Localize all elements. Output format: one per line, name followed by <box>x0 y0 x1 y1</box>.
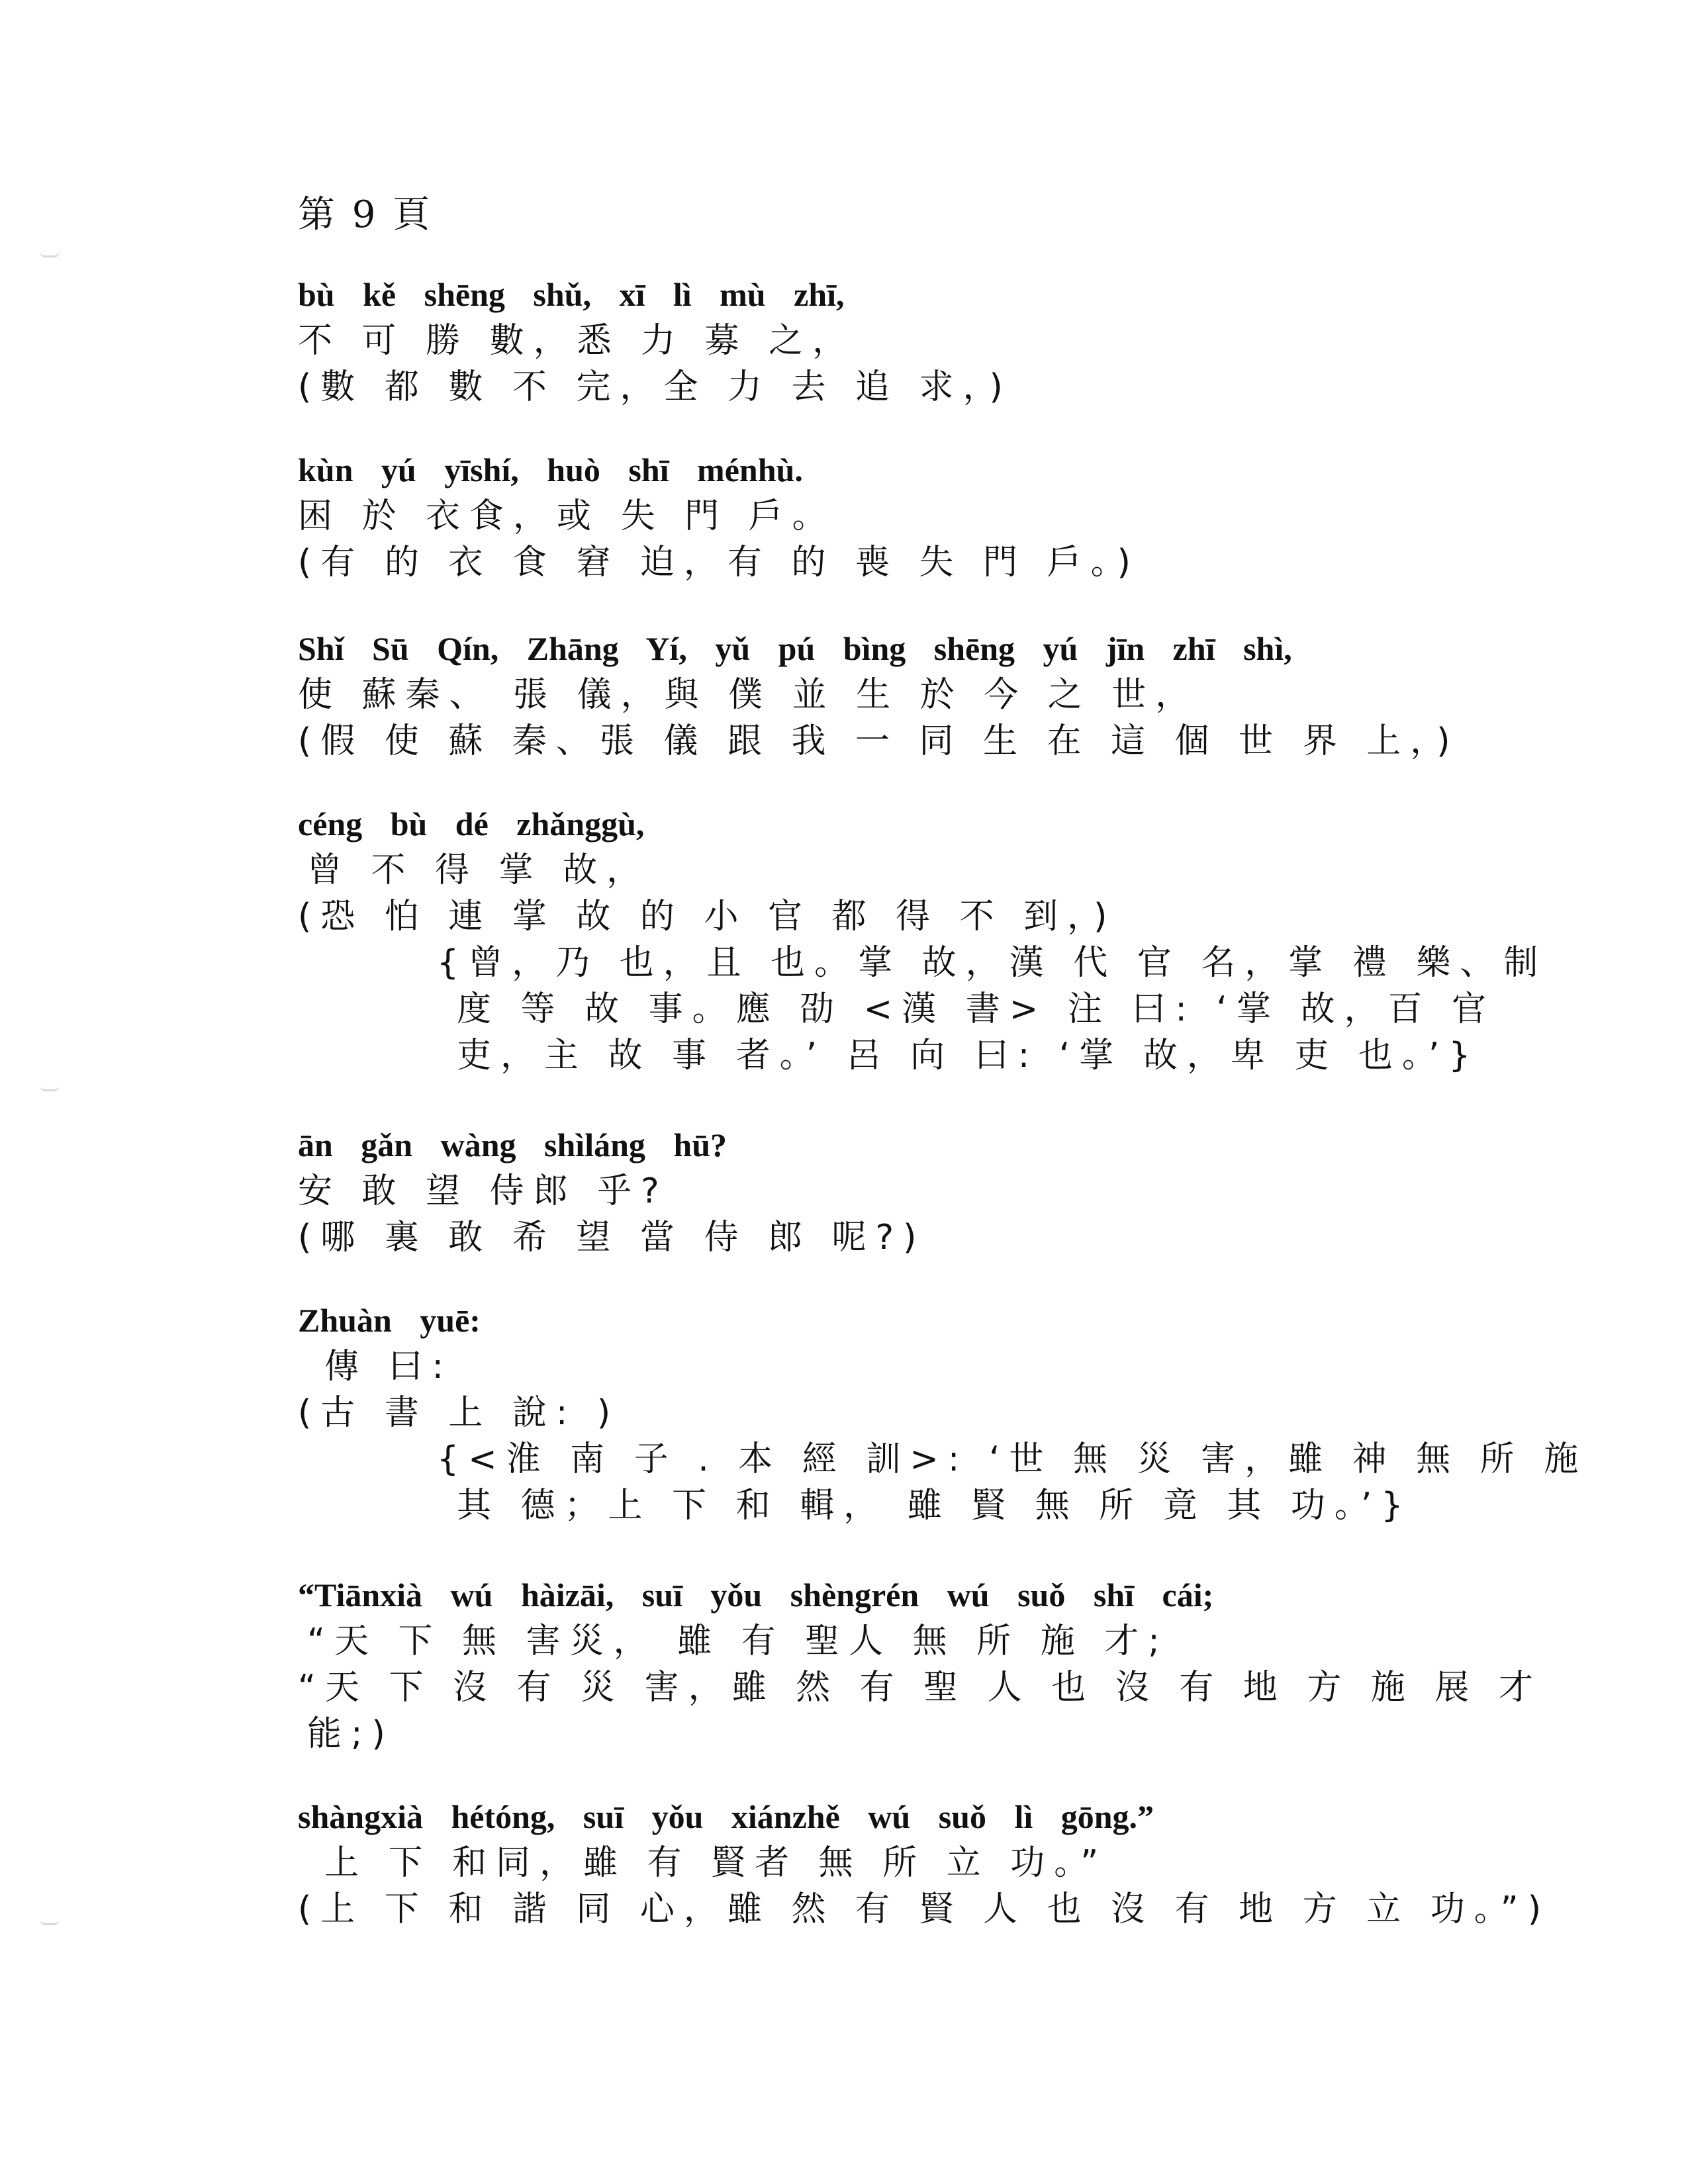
verse-section <box>298 1297 1588 1529</box>
verse-section <box>298 1794 1550 1933</box>
annotation-line: 其 德；上 下 和 輯， 雖 賢 無 所 竟 其 功。’} <box>457 1486 1413 1525</box>
chinese-line: 曾 不 得 掌 故， <box>307 850 651 890</box>
verse-section <box>298 447 1423 586</box>
chinese-line: “天 下 無 害災， 雖 有 聖人 無 所 施 才; <box>307 1621 1169 1661</box>
chinese-line: 不 可 勝 數，悉 力 募 之， <box>298 321 857 361</box>
margin-mark <box>40 1085 60 1091</box>
translation-line: (哪 裏 敢 希 望 當 侍 郎 呢?) <box>298 1218 926 1257</box>
chinese-line: 上 下 和同，雖 有 賢者 無 所 立 功。” <box>324 1843 1108 1883</box>
verse-section <box>298 271 1423 410</box>
pinyin-line: Zhuàn yuē: <box>298 1302 481 1339</box>
verse-section <box>298 801 1548 1079</box>
chinese-line: 傳 曰: <box>324 1347 453 1387</box>
translation-line: (古 書 上 說: ) <box>298 1393 620 1433</box>
page-title: 第 9 頁 <box>298 193 433 236</box>
annotation-line: 度 等 故 事。應 劭 <漢 書> 注 曰: ‘掌 故，百 官 <box>457 989 1496 1029</box>
verse-section <box>298 625 1460 764</box>
annotation-line: {曾，乃 也，且 也。掌 故，漢 代 官 名，掌 禮 樂、制 <box>437 943 1548 983</box>
translation-line: (有 的 衣 食 窘 迫，有 的 喪 失 門 戶。) <box>298 543 1140 582</box>
chinese-line: 安 敢 望 侍郎 乎? <box>298 1171 669 1211</box>
annotation-line: {<淮 南 子 . 本 經 訓>: ‘世 無 災 害，雖 神 無 所 施 <box>437 1439 1588 1479</box>
translation-line: (恐 怕 連 掌 故 的 小 官 都 得 不 到，) <box>298 897 1117 936</box>
pinyin-line: kùn yú yīshí, huò shī ménhù. <box>298 451 803 488</box>
translation-line: (上 下 和 諧 同 心，雖 然 有 賢 人 也 沒 有 地 方 立 功。”) <box>298 1889 1550 1929</box>
pinyin-line: bù kě shēng shǔ, xī lì mù zhī, <box>298 276 845 313</box>
pinyin-line: ān gǎn wàng shìláng hū? <box>298 1126 727 1163</box>
margin-mark <box>40 1919 60 1925</box>
pinyin-line: “Tiānxià wú hàizāi, suī yǒu shèngrén wú suǒ shī cái; <box>298 1576 1214 1614</box>
translation-line: (數 都 數 不 完，全 力 去 追 求，) <box>298 367 1012 407</box>
chinese-line: 困 於 衣食，或 失 門 戶。 <box>298 496 836 536</box>
translation-line: “天 下 沒 有 災 害，雖 然 有 聖 人 也 沒 有 地 方 施 展 才 <box>298 1668 1542 1707</box>
verse-section <box>298 1572 1542 1757</box>
margin-mark <box>40 251 60 257</box>
pinyin-line: Shǐ Sū Qín, Zhāng Yí, yǔ pú bìng shēng yú jīn zhī shì, <box>298 630 1292 667</box>
pinyin-line: céng bù dé zhǎnggù, <box>298 805 645 842</box>
translation-line: 能;) <box>307 1714 395 1754</box>
translation-line: (假 使 蘇 秦、張 儀 跟 我 一 同 生 在 這 個 世 界 上，) <box>298 721 1460 761</box>
verse-section <box>298 1122 1423 1261</box>
annotation-line: 吏，主 故 事 者。’ 呂 向 曰: ‘掌 故，卑 吏 也。’} <box>457 1036 1480 1075</box>
pinyin-line: shàngxià hétóng, suī yǒu xiánzhě wú suǒ lì gōng.” <box>298 1798 1154 1835</box>
chinese-line: 使 蘇秦、 張 儀，與 僕 並 生 於 今 之 世， <box>298 675 1199 715</box>
